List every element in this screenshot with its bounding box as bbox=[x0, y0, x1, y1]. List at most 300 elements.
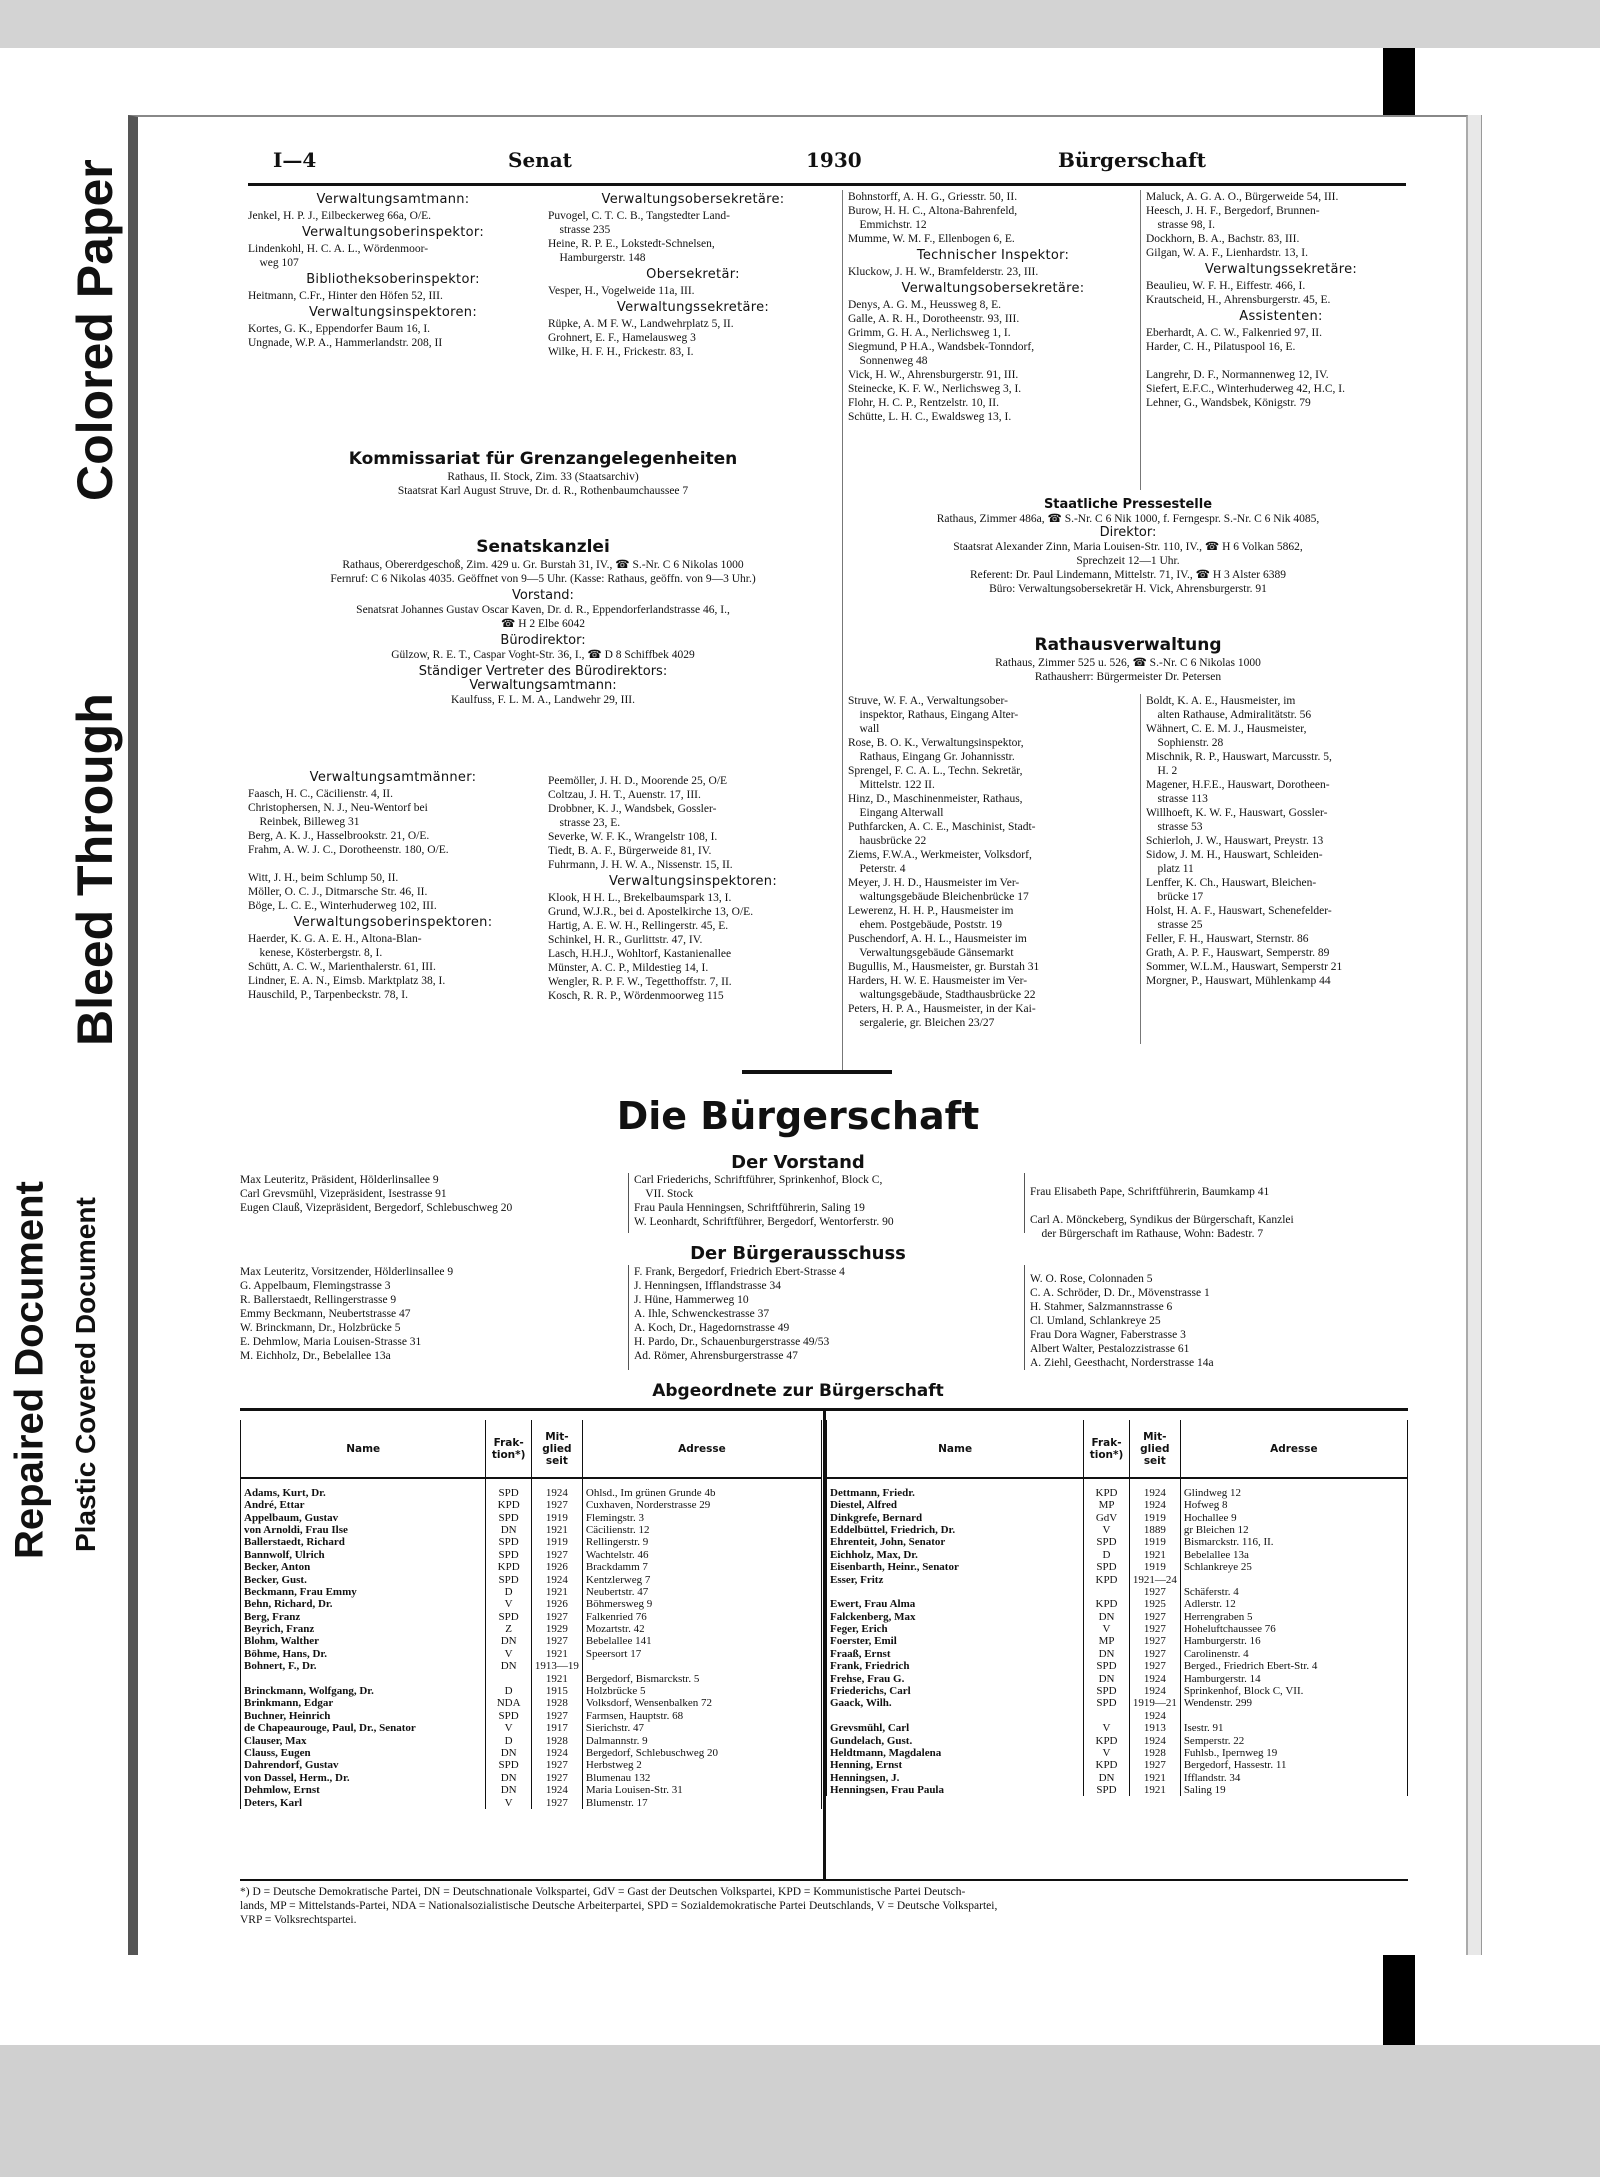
member-fraktion: V bbox=[486, 1722, 532, 1734]
table-row bbox=[241, 1611, 822, 1623]
entry-line: J. Hüne, Hammerweg 10 bbox=[634, 1294, 749, 1306]
table-row bbox=[827, 1648, 1408, 1660]
member-name: de Chapeaurouge, Paul, Dr., Senator bbox=[241, 1722, 486, 1734]
entry-line: Peemöller, J. H. D., Moorende 25, O/E bbox=[548, 775, 728, 787]
entry-line: Peters, H. P. A., Hausmeister, in der Kai- bbox=[848, 1003, 1036, 1015]
kommissariat-section bbox=[248, 448, 838, 498]
member-since: 1889 bbox=[1129, 1524, 1180, 1536]
entry-line: Langrehr, D. F., Normannenweg 12, IV. bbox=[1146, 369, 1329, 381]
entry-line: Sprengel, F. C. A. L., Techn. Sekretär, bbox=[848, 765, 1023, 777]
member-fraktion bbox=[1084, 1710, 1130, 1722]
entry-line: Flohr, H. C. P., Rentzelstr. 10, II. bbox=[848, 397, 999, 409]
entry-line: Magener, H.F.E., Hauswart, Dorotheen- bbox=[1146, 779, 1330, 791]
member-since: 1927 bbox=[1129, 1759, 1180, 1771]
member-fraktion: SPD bbox=[486, 1536, 532, 1548]
entry-line: Rüpke, A. M F. W., Landwehrplatz 5, II. bbox=[548, 318, 734, 330]
entry-line: Eingang Alterwall bbox=[848, 807, 944, 819]
entry-line: Denys, A. G. M., Heussweg 8, E. bbox=[848, 299, 1002, 311]
member-address bbox=[582, 1660, 821, 1672]
col-header-name: Name bbox=[827, 1420, 1084, 1478]
entry-line: Lewerenz, H. H. P., Hausmeister im bbox=[848, 905, 1014, 917]
member-fraktion: SPD bbox=[1084, 1660, 1130, 1672]
entry-line: Max Leuteritz, Vorsitzender, Hölderlinsallee 9 bbox=[240, 1266, 454, 1278]
entry-line: Grath, A. P. F., Hauswart, Semperstr. 89 bbox=[1146, 947, 1330, 959]
member-fraktion: NDA bbox=[486, 1697, 532, 1709]
member-since: 1927 bbox=[531, 1611, 582, 1623]
entry-line: sergalerie, gr. Bleichen 23/27 bbox=[848, 1017, 995, 1029]
member-name: Dehmlow, Ernst bbox=[241, 1784, 486, 1796]
presse-line: Sprechzeit 12—1 Uhr. bbox=[1076, 555, 1180, 567]
member-address: Cäcilienstr. 12 bbox=[582, 1524, 821, 1536]
member-fraktion: GdV bbox=[1084, 1511, 1130, 1523]
table-row bbox=[827, 1772, 1408, 1784]
member-since: 1924 bbox=[1129, 1710, 1180, 1722]
entry-line: Hinz, D., Maschinenmeister, Rathaus, bbox=[848, 793, 1023, 805]
member-fraktion: V bbox=[1084, 1747, 1130, 1759]
member-name: Berg, Franz bbox=[241, 1611, 486, 1623]
entry-line: Heine, R. P. E., Lokstedt-Schnelsen, bbox=[548, 238, 715, 250]
page-edge bbox=[1468, 115, 1482, 1955]
entry-line: Boldt, K. A. E., Hausmeister, im bbox=[1146, 695, 1296, 707]
member-since: 1924 bbox=[1129, 1672, 1180, 1684]
member-fraktion: KPD bbox=[1084, 1734, 1130, 1746]
table-row bbox=[241, 1573, 822, 1585]
member-fraktion: V bbox=[486, 1648, 532, 1660]
table-row bbox=[241, 1697, 822, 1709]
kommissariat-line: Staatsrat Karl August Struve, Dr. d. R., Rothenbaumchaussee 7 bbox=[397, 485, 689, 497]
member-fraktion: SPD bbox=[486, 1759, 532, 1771]
table-row bbox=[241, 1772, 822, 1784]
entry-line: waltungsgebäude, Stadthausbrücke 22 bbox=[848, 989, 1036, 1001]
buero-line: Gülzow, R. E. T., Caspar Voght-Str. 36, I., ☎ D 8 Schiffbek 4029 bbox=[391, 649, 695, 661]
entry-line: waltungsgebäude Bleichenbrücke 17 bbox=[848, 891, 1029, 903]
member-address: Maria Louisen-Str. 31 bbox=[582, 1784, 821, 1796]
member-name: Ehrenteit, John, Senator bbox=[827, 1536, 1084, 1548]
entry-line: Siegmund, P H.A., Wandsbek-Tonndorf, bbox=[848, 341, 1035, 353]
member-fraktion: DN bbox=[1084, 1648, 1130, 1660]
entry-line: Mittelstr. 122 II. bbox=[848, 779, 935, 791]
column-senat-1 bbox=[248, 190, 538, 350]
member-fraktion: KPD bbox=[486, 1499, 532, 1511]
entry-line: Reinbek, Billeweg 31 bbox=[248, 816, 360, 828]
member-fraktion: DN bbox=[486, 1660, 532, 1672]
table-row bbox=[241, 1747, 822, 1759]
member-name: Frehse, Frau G. bbox=[827, 1672, 1084, 1684]
section-heading: Verwaltungssekretäre: bbox=[1204, 262, 1358, 277]
column-divider bbox=[1140, 190, 1141, 490]
entry-line: Lindenkohl, H. C. A. L., Wördenmoor- bbox=[248, 243, 429, 255]
member-since: 1927 bbox=[1129, 1648, 1180, 1660]
member-name: Brinckmann, Wolfgang, Dr. bbox=[241, 1685, 486, 1697]
table-row bbox=[827, 1784, 1408, 1796]
member-fraktion: SPD bbox=[1084, 1697, 1130, 1709]
member-since: 1926 bbox=[531, 1561, 582, 1573]
abgeordnete-title: Abgeordnete zur Bürgerschaft bbox=[652, 1381, 944, 1401]
member-name: Beckmann, Frau Emmy bbox=[241, 1586, 486, 1598]
entry-line: Heesch, J. H. F., Bergedorf, Brunnen- bbox=[1146, 205, 1320, 217]
section-heading: Verwaltungsoberinspektor: bbox=[301, 225, 485, 240]
member-address: Mozartstr. 42 bbox=[582, 1623, 821, 1635]
table-row bbox=[241, 1722, 822, 1734]
member-address: Bergedorf, Bismarckstr. 5 bbox=[582, 1672, 821, 1684]
member-fraktion: DN bbox=[1084, 1672, 1130, 1684]
table-row bbox=[241, 1511, 822, 1523]
member-name: Heldtmann, Magdalena bbox=[827, 1747, 1084, 1759]
entry-line: Klook, H H. L., Brekelbaumspark 13, I. bbox=[548, 892, 732, 904]
member-address: Brackdamm 7 bbox=[582, 1561, 821, 1573]
member-since: 1927 bbox=[531, 1635, 582, 1647]
member-fraktion: D bbox=[486, 1586, 532, 1598]
member-address: Hofweg 8 bbox=[1180, 1499, 1407, 1511]
entry-line: brücke 17 bbox=[1146, 891, 1204, 903]
entry-line: strasse 113 bbox=[1146, 793, 1208, 805]
member-fraktion: KPD bbox=[1084, 1598, 1130, 1610]
member-address: Bergedorf, Schlebuschweg 20 bbox=[582, 1747, 821, 1759]
member-address: Dalmannstr. 9 bbox=[582, 1734, 821, 1746]
entry-line: Mumme, W. M. F., Ellenbogen 6, E. bbox=[848, 233, 1015, 245]
senatskanzlei-line: Rathaus, Obererdgeschoß, Zim. 429 u. Gr. Burstah 31, IV., ☎ S.-Nr. C 6 Nikolas 1000 bbox=[342, 559, 744, 571]
entry-line: Eugen Clauß, Vizepräsident, Bergedorf, Schlebuschweg 20 bbox=[240, 1202, 513, 1214]
member-address: Flemingstr. 3 bbox=[582, 1511, 821, 1523]
table-row bbox=[827, 1611, 1408, 1623]
vorstand-line: ☎ H 2 Elbe 6042 bbox=[501, 618, 585, 630]
member-since: 1924 bbox=[1129, 1685, 1180, 1697]
entry-line: M. Eichholz, Dr., Bebelallee 13a bbox=[240, 1350, 391, 1362]
header-buergerschaft: Bürgerschaft bbox=[1058, 148, 1207, 172]
entry-line: Feller, F. H., Hauswart, Sternstr. 86 bbox=[1146, 933, 1309, 945]
member-name: Blohm, Walther bbox=[241, 1635, 486, 1647]
member-address: Bismarckstr. 116, II. bbox=[1180, 1536, 1407, 1548]
bottom-scan-margin bbox=[0, 2045, 1600, 2177]
entry-line: Bohnstorff, A. H. G., Griesstr. 50, II. bbox=[848, 191, 1018, 203]
member-name bbox=[827, 1586, 1084, 1598]
footnote-line: lands, MP = Mittelstands-Partei, NDA = Nationalsozialistische Deutsche Arbeiterpartei, SPD = Sozialdemokratische Partei Deutschlands, V = Deutsche Volkspartei, bbox=[240, 1900, 998, 1912]
presse-line: Rathaus, Zimmer 486a, ☎ S.-Nr. C 6 Nik 1000, f. Ferngespr. S.-Nr. C 6 Nik 4085, bbox=[936, 513, 1320, 525]
entry-line: Coltzau, J. H. T., Auenstr. 17, III. bbox=[548, 789, 701, 801]
entry-line: Lindner, E. A. N., Eimsb. Marktplatz 38, I. bbox=[248, 975, 446, 987]
senatskanzlei-line: Fernruf: C 6 Nikolas 4035. Geöffnet von 9—5 Uhr. (Kasse: Rathaus, geöffn. von 9—3 Uhr.) bbox=[330, 573, 756, 585]
entry-line: Sidow, J. M. H., Hauswart, Schleiden- bbox=[1146, 849, 1323, 861]
entry-line: Galle, A. R. H., Dorotheenstr. 93, III. bbox=[848, 313, 1020, 325]
entry-line: H. Pardo, Dr., Schauenburgerstrasse 49/53 bbox=[634, 1336, 830, 1348]
member-name: Gaack, Wilh. bbox=[827, 1697, 1084, 1709]
entry-line: Puschendorf, A. H. L., Hausmeister im bbox=[848, 933, 1027, 945]
entry-line: VII. Stock bbox=[634, 1188, 694, 1200]
member-fraktion: SPD bbox=[486, 1549, 532, 1561]
member-name: Friederichs, Carl bbox=[827, 1685, 1084, 1697]
member-since: 1913—19 bbox=[531, 1660, 582, 1672]
entry-line: Beaulieu, W. F. H., Eiffestr. 466, I. bbox=[1146, 280, 1306, 292]
member-fraktion: DN bbox=[486, 1772, 532, 1784]
entry-line: Puvogel, C. T. C. B., Tangstedter Land- bbox=[548, 210, 730, 222]
entry-line: Lehner, G., Wandsbek, Königstr. 79 bbox=[1146, 397, 1311, 409]
header-senat: Senat bbox=[508, 148, 572, 172]
kommissariat-line: Rathaus, II. Stock, Zim. 33 (Staatsarchiv) bbox=[447, 471, 639, 483]
vorstand-heading: Vorstand: bbox=[512, 588, 574, 603]
member-address: Hamburgerstr. 16 bbox=[1180, 1635, 1407, 1647]
table-row bbox=[241, 1685, 822, 1697]
member-address: Holzbrücke 5 bbox=[582, 1685, 821, 1697]
entry-line: Siefert, E.F.C., Winterhuderweg 42, H.C, I. bbox=[1146, 383, 1345, 395]
member-name: Appelbaum, Gustav bbox=[241, 1511, 486, 1523]
table-row bbox=[241, 1586, 822, 1598]
table-row bbox=[241, 1648, 822, 1660]
entry-line: Cl. Umland, Schlankreye 25 bbox=[1030, 1315, 1161, 1327]
section-heading: Verwaltungsobersekretäre: bbox=[901, 281, 1085, 296]
member-fraktion: DN bbox=[486, 1784, 532, 1796]
table-row bbox=[827, 1734, 1408, 1746]
entry-line: Lenffer, K. Ch., Hauswart, Bleichen- bbox=[1146, 877, 1317, 889]
section-heading: Verwaltungsinspektoren: bbox=[608, 874, 778, 889]
table-row bbox=[241, 1710, 822, 1722]
vorstand-column-3 bbox=[1030, 1185, 1410, 1241]
member-since: 1921 bbox=[531, 1524, 582, 1536]
footnote-line: *) D = Deutsche Demokratische Partei, DN = Deutschnationale Volkspartei, GdV = Gast der Deutschen Volkspartei, KPD = Kommunistische Partei Deutsch- bbox=[240, 1886, 966, 1898]
table-row bbox=[241, 1796, 822, 1808]
member-since: 1929 bbox=[531, 1623, 582, 1635]
table-row bbox=[241, 1549, 822, 1561]
member-since: 1924 bbox=[531, 1784, 582, 1796]
entry-line: Tiedt, B. A. F., Bürgerweide 81, IV. bbox=[548, 845, 712, 857]
entry-line: Vick, H. W., Ahrensburgerstr. 91, III. bbox=[848, 369, 1019, 381]
entry-line: Heitmann, C.Fr., Hinter den Höfen 52, III. bbox=[248, 290, 443, 302]
member-name: Dettmann, Friedr. bbox=[827, 1478, 1084, 1499]
member-since: 1924 bbox=[531, 1573, 582, 1585]
pressestelle-section bbox=[848, 498, 1408, 596]
member-address: Wendenstr. 299 bbox=[1180, 1697, 1407, 1709]
entry-line: R. Ballerstaedt, Rellingerstrasse 9 bbox=[240, 1294, 397, 1306]
member-name: Adams, Kurt, Dr. bbox=[241, 1478, 486, 1499]
entry-line: hausbrücke 22 bbox=[848, 835, 927, 847]
member-name: Brinkmann, Edgar bbox=[241, 1697, 486, 1709]
entry-line: Gilgan, W. A. F., Lienhardstr. 13, I. bbox=[1146, 247, 1308, 259]
col-header-fraktion: Frak-tion*) bbox=[486, 1420, 532, 1478]
member-name: Esser, Fritz bbox=[827, 1573, 1084, 1585]
member-name: Ewert, Frau Alma bbox=[827, 1598, 1084, 1610]
member-address: Glindweg 12 bbox=[1180, 1478, 1407, 1499]
member-address: Blumenstr. 17 bbox=[582, 1796, 821, 1808]
entry-line: G. Appelbaum, Flemingstrasse 3 bbox=[240, 1280, 391, 1292]
entry-line: Mischnik, R. P., Hauswart, Marcusstr. 5, bbox=[1146, 751, 1332, 763]
member-fraktion bbox=[1084, 1586, 1130, 1598]
table-row bbox=[241, 1598, 822, 1610]
member-address: Farmsen, Hauptstr. 68 bbox=[582, 1710, 821, 1722]
entry-line: W. O. Rose, Colonnaden 5 bbox=[1030, 1273, 1153, 1285]
member-name: Henningsen, Frau Paula bbox=[827, 1784, 1084, 1796]
entry-line: strasse 25 bbox=[1146, 919, 1203, 931]
entry-line: Harders, H. W. E. Hausmeister im Ver- bbox=[848, 975, 1028, 987]
kommissariat-title: Kommissariat für Grenzangelegenheiten bbox=[348, 449, 738, 469]
member-fraktion: SPD bbox=[1084, 1784, 1130, 1796]
entry-line: Carl Friederichs, Schriftführer, Sprinkenhof, Block C, bbox=[634, 1174, 883, 1186]
col-header-fraktion: Frak-tion*) bbox=[1084, 1420, 1130, 1478]
member-address: Speersort 17 bbox=[582, 1648, 821, 1660]
entry-line: Kosch, R. R. P., Wördenmoorweg 115 bbox=[548, 990, 724, 1002]
buergerschaft-title: Die Bürgerschaft bbox=[616, 1094, 980, 1138]
entry-line: Eberhardt, A. C. W., Falkenried 97, II. bbox=[1146, 327, 1322, 339]
member-name: Bannwolf, Ulrich bbox=[241, 1549, 486, 1561]
entry-line: W. Brinckmann, Dr., Holzbrücke 5 bbox=[240, 1322, 401, 1334]
table-row bbox=[827, 1747, 1408, 1759]
rathaus-line: Rathaus, Zimmer 525 u. 526, ☎ S.-Nr. C 6 Nikolas 1000 bbox=[995, 657, 1261, 669]
member-address: Schlankreye 25 bbox=[1180, 1561, 1407, 1573]
member-address: Neubertstr. 47 bbox=[582, 1586, 821, 1598]
entry-line: strasse 53 bbox=[1146, 821, 1203, 833]
member-since: 1919—21 bbox=[1129, 1697, 1180, 1709]
page-number: I—4 bbox=[273, 148, 317, 172]
table-row bbox=[827, 1499, 1408, 1511]
member-since: 1928 bbox=[1129, 1747, 1180, 1759]
entry-line: Ungnade, W.P. A., Hammerlandstr. 208, II bbox=[248, 337, 443, 349]
entry-line bbox=[1030, 1199, 1410, 1213]
member-address: Bebelallee 13a bbox=[1180, 1549, 1407, 1561]
senatskanzlei-title: Senatskanzlei bbox=[476, 537, 610, 557]
bleed-through-label: Bleed Through bbox=[67, 693, 123, 1047]
section-heading: Assistenten: bbox=[1239, 309, 1323, 324]
member-address: Wachtelstr. 46 bbox=[582, 1549, 821, 1561]
entry-line: Schütt, A. C. W., Marienthalerstr. 61, III. bbox=[248, 961, 436, 973]
table-row bbox=[827, 1685, 1408, 1697]
table-center-rule bbox=[823, 1408, 826, 1880]
entry-line: Wengler, R. P. F. W., Tegetthoffstr. 7, II. bbox=[548, 976, 732, 988]
member-since: 1924 bbox=[531, 1478, 582, 1499]
member-since: 1927 bbox=[1129, 1635, 1180, 1647]
member-fraktion: KPD bbox=[1084, 1759, 1130, 1771]
member-address: Fuhlsb., Ipernweg 19 bbox=[1180, 1747, 1407, 1759]
entry-line: Burow, H. H. C., Altona-Bahrenfeld, bbox=[848, 205, 1018, 217]
section-heading: Verwaltungsobersekretäre: bbox=[601, 192, 785, 207]
member-since: 1919 bbox=[531, 1511, 582, 1523]
table-row bbox=[827, 1573, 1408, 1585]
member-fraktion: SPD bbox=[1084, 1536, 1130, 1548]
member-name: Gundelach, Gust. bbox=[827, 1734, 1084, 1746]
member-since: 1917 bbox=[531, 1722, 582, 1734]
member-address: Sprinkenhof, Block C, VII. bbox=[1180, 1685, 1407, 1697]
entry-line: Kortes, G. K., Eppendorfer Baum 16, I. bbox=[248, 323, 431, 335]
member-name: Foerster, Emil bbox=[827, 1635, 1084, 1647]
entry-line: Böge, L. C. E., Winterhuderweg 102, III. bbox=[248, 900, 437, 912]
member-since: 1927 bbox=[531, 1796, 582, 1808]
entry-line: Münster, A. C. P., Mildestieg 14, I. bbox=[548, 962, 709, 974]
ausschuss-title: Der Bürgerausschuss bbox=[690, 1243, 906, 1264]
entry-line: Grimm, G. H. A., Nerlichsweg 1, I. bbox=[848, 327, 1011, 339]
member-name: Fraaß, Ernst bbox=[827, 1648, 1084, 1660]
presse-line: Büro: Verwaltungsobersekretär H. Vick, Ahrensburgerstr. 91 bbox=[989, 583, 1267, 595]
member-since: 1921 bbox=[1129, 1549, 1180, 1561]
entry-line: Holst, H. A. F., Hauswart, Schenefelder- bbox=[1146, 905, 1332, 917]
table-row bbox=[827, 1561, 1408, 1573]
member-name: Falckenberg, Max bbox=[827, 1611, 1084, 1623]
table-row bbox=[827, 1660, 1408, 1672]
member-since: 1919 bbox=[531, 1536, 582, 1548]
entry-line: Struve, W. F. A., Verwaltungsober- bbox=[848, 695, 1008, 707]
member-name: Clauser, Max bbox=[241, 1734, 486, 1746]
presse-title: Staatliche Pressestelle bbox=[1043, 497, 1213, 512]
entry-line: A. Ziehl, Geesthacht, Norderstrasse 14a bbox=[1030, 1357, 1214, 1369]
entry-line: Fuhrmann, J. H. W. A., Nissenstr. 15, II. bbox=[548, 859, 733, 871]
table-row bbox=[241, 1784, 822, 1796]
member-since: 1921 bbox=[531, 1586, 582, 1598]
section-heading: Verwaltungssekretäre: bbox=[616, 300, 770, 315]
column-rathaus-1 bbox=[848, 694, 1138, 1030]
member-name: Clauss, Eugen bbox=[241, 1747, 486, 1759]
member-name: Becker, Gust. bbox=[241, 1573, 486, 1585]
member-fraktion: KPD bbox=[486, 1561, 532, 1573]
member-name: Behn, Richard, Dr. bbox=[241, 1598, 486, 1610]
table-row bbox=[241, 1478, 822, 1499]
presse-line: Referent: Dr. Paul Lindemann, Mittelstr. 71, IV., ☎ H 3 Alster 6389 bbox=[970, 569, 1286, 581]
member-name: Buchner, Heinrich bbox=[241, 1710, 486, 1722]
table-row bbox=[241, 1524, 822, 1536]
entry-line: H. Stahmer, Salzmannstrasse 6 bbox=[1030, 1301, 1173, 1313]
footnote bbox=[240, 1885, 1400, 1927]
entry-line: Bugullis, M., Hausmeister, gr. Burstah 31 bbox=[848, 961, 1040, 973]
member-address: Bebelallee 141 bbox=[582, 1635, 821, 1647]
member-name bbox=[827, 1710, 1084, 1722]
section-heading: Technischer Inspektor: bbox=[916, 248, 1070, 263]
senatskanzlei-section bbox=[248, 536, 838, 707]
entry-line: inspektor, Rathaus, Eingang Alter- bbox=[848, 709, 1019, 721]
entry-line: Emmichstr. 12 bbox=[848, 219, 927, 231]
member-since: 1927 bbox=[1129, 1660, 1180, 1672]
entry-line: Frau Dora Wagner, Faberstrasse 3 bbox=[1030, 1329, 1186, 1341]
entry-line: Faasch, H. C., Cäcilienstr. 4, II. bbox=[248, 788, 394, 800]
entry-line: Emmy Beckmann, Neubertstrasse 47 bbox=[240, 1308, 411, 1320]
member-name bbox=[241, 1672, 486, 1684]
member-since: 1927 bbox=[531, 1549, 582, 1561]
col-header-seit: Mit-glied seit bbox=[1129, 1420, 1180, 1478]
member-fraktion: SPD bbox=[1084, 1685, 1130, 1697]
table-row bbox=[241, 1734, 822, 1746]
entry-line: Max Leuteritz, Präsident, Hölderlinsallee 9 bbox=[240, 1174, 439, 1186]
table-row bbox=[241, 1759, 822, 1771]
member-since: 1927 bbox=[531, 1772, 582, 1784]
member-address: Böhmersweg 9 bbox=[582, 1598, 821, 1610]
member-fraktion: D bbox=[486, 1685, 532, 1697]
member-address: Blumenau 132 bbox=[582, 1772, 821, 1784]
member-fraktion bbox=[486, 1672, 532, 1684]
amtmann-heading: Verwaltungsamtmann: bbox=[469, 678, 617, 693]
table-row bbox=[827, 1759, 1408, 1771]
member-since: 1924 bbox=[1129, 1499, 1180, 1511]
member-fraktion: V bbox=[486, 1598, 532, 1610]
entry-line: Haerder, K. G. A. E. H., Altona-Blan- bbox=[248, 933, 422, 945]
member-address: Sierichstr. 47 bbox=[582, 1722, 821, 1734]
direktor-heading: Direktor: bbox=[1099, 525, 1157, 540]
member-address: Bergedorf, Hassestr. 11 bbox=[1180, 1759, 1407, 1771]
entry-line: Berg, A. K. J., Hasselbrookstr. 21, O/E. bbox=[248, 830, 430, 842]
member-name: Becker, Anton bbox=[241, 1561, 486, 1573]
vertreter-heading: Ständiger Vertreter des Bürodirektors: bbox=[418, 664, 668, 679]
column-senat-2 bbox=[548, 190, 838, 359]
entry-line: Sonnenweg 48 bbox=[848, 355, 928, 367]
member-since: 1927 bbox=[531, 1499, 582, 1511]
member-since: 1927 bbox=[1129, 1586, 1180, 1598]
entry-line: weg 107 bbox=[248, 257, 299, 269]
entry-line: Hamburgerstr. 148 bbox=[548, 252, 646, 264]
member-name: von Arnoldi, Frau Ilse bbox=[241, 1524, 486, 1536]
entry-line: A. Koch, Dr., Hagedornstrasse 49 bbox=[634, 1322, 790, 1334]
header-rule bbox=[248, 183, 1406, 186]
member-since: 1928 bbox=[531, 1734, 582, 1746]
member-since: 1921 bbox=[1129, 1772, 1180, 1784]
entry-line: J. Henningsen, Ifflandstrasse 34 bbox=[634, 1280, 782, 1292]
entry-line: Morgner, P., Hauswart, Mühlenkamp 44 bbox=[1146, 975, 1331, 987]
entry-line: F. Frank, Bergedorf, Friedrich Ebert-Strasse 4 bbox=[634, 1266, 845, 1278]
table-row bbox=[241, 1635, 822, 1647]
member-name: Böhme, Hans, Dr. bbox=[241, 1648, 486, 1660]
member-address: Carolinenstr. 4 bbox=[1180, 1648, 1407, 1660]
